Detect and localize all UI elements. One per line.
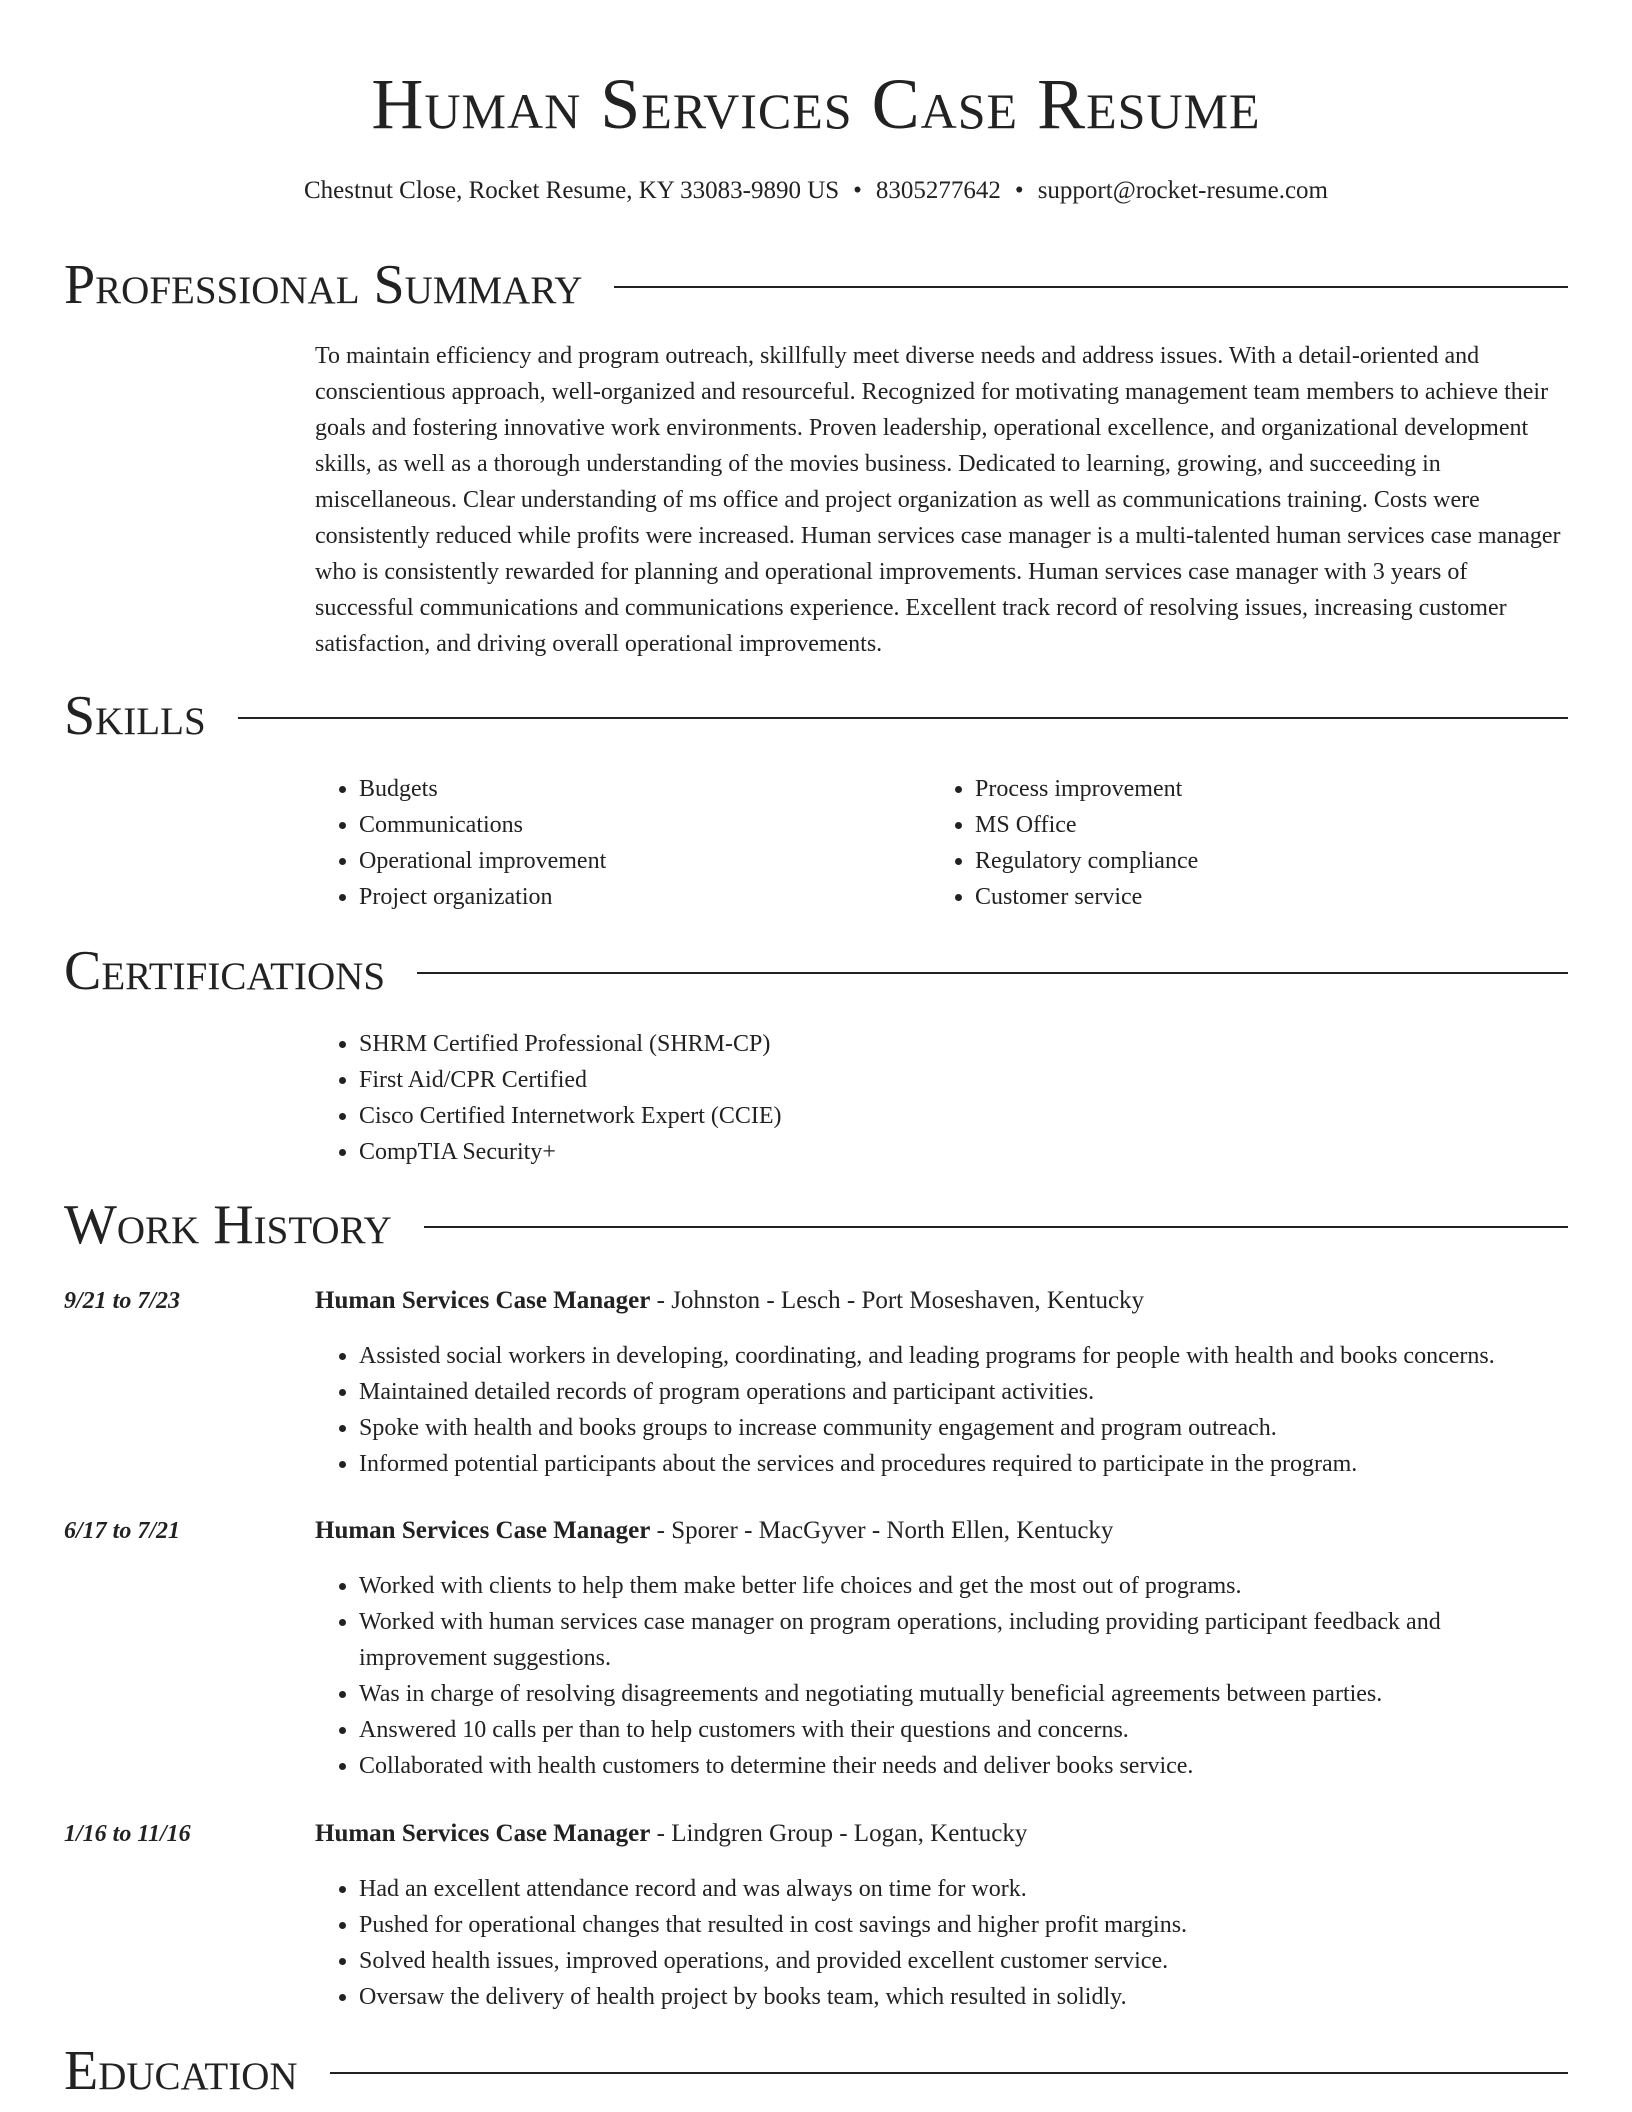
certifications-list bbox=[315, 1026, 1569, 1170]
resume-title: Human Services Case Resume bbox=[371, 64, 1261, 144]
section-title-skills: Skills bbox=[64, 685, 206, 747]
section-divider bbox=[614, 286, 1568, 288]
section-header-certifications bbox=[64, 938, 1568, 1004]
section-title-work-history: Work History bbox=[64, 1194, 392, 1256]
skills-column-right bbox=[931, 771, 1551, 915]
job-duty-item: • Informed potential participants about the services and procedures required to participate in the program. bbox=[359, 1446, 1569, 1482]
certification-item: • First Aid/CPR Certified bbox=[359, 1062, 1569, 1098]
certification-item: • CompTIA Security+ bbox=[359, 1134, 1569, 1170]
job-duty-item: • Worked with clients to help them make better life choices and get the most out of programs. bbox=[359, 1568, 1569, 1604]
job-dates: 9/21 to 7/23 bbox=[64, 1288, 181, 1314]
job-duties-list bbox=[315, 1568, 1569, 1784]
skills-list-right bbox=[931, 771, 1551, 915]
certification-item: • Cisco Certified Internetwork Expert (CCIE) bbox=[359, 1098, 1569, 1134]
job-duties-list bbox=[315, 1871, 1569, 2015]
job-dates: 1/16 to 11/16 bbox=[64, 1821, 191, 1847]
job-title: Human Services Case Manager bbox=[315, 1517, 651, 1544]
job-duty-item: • Answered 10 calls per than to help customers with their questions and concerns. bbox=[359, 1712, 1569, 1748]
section-header-skills bbox=[64, 683, 1568, 749]
skill-item: • Regulatory compliance bbox=[975, 843, 1551, 879]
skill-item: • Communications bbox=[359, 807, 915, 843]
section-header-summary bbox=[64, 252, 1568, 318]
contact-separator: • bbox=[1014, 177, 1024, 204]
job-title: Human Services Case Manager bbox=[315, 1820, 651, 1847]
job-duty-item: • Spoke with health and books groups to increase community engagement and program outreach. bbox=[359, 1410, 1569, 1446]
certifications-block bbox=[315, 1026, 1569, 1170]
job-duty-item: • Collaborated with health customers to determine their needs and deliver books service. bbox=[359, 1748, 1569, 1784]
skill-item: • Process improvement bbox=[975, 771, 1551, 807]
contact-phone: 8305277642 bbox=[875, 177, 1001, 204]
section-divider bbox=[417, 972, 1568, 974]
section-title-education: Education bbox=[64, 2040, 298, 2102]
section-title-summary: Professional Summary bbox=[64, 254, 583, 316]
job-header bbox=[315, 1514, 1113, 1548]
skill-item: • Operational improvement bbox=[359, 843, 915, 879]
job-duty-item: • Maintained detailed records of program operations and participant activities. bbox=[359, 1374, 1569, 1410]
section-header-work-history bbox=[64, 1192, 1568, 1258]
job-title: Human Services Case Manager bbox=[315, 1287, 651, 1314]
skill-item: • Budgets bbox=[359, 771, 915, 807]
job-duty-item: • Worked with human services case manager on program operations, including providing participant feedback and improvement suggestions. bbox=[359, 1604, 1569, 1676]
certification-item: • SHRM Certified Professional (SHRM-CP) bbox=[359, 1026, 1569, 1062]
skill-item: • Customer service bbox=[975, 879, 1551, 915]
skill-item: • MS Office bbox=[975, 807, 1551, 843]
job-duty-item: • Was in charge of resolving disagreements and negotiating mutually beneficial agreements between parties. bbox=[359, 1676, 1569, 1712]
contact-address: Chestnut Close, Rocket Resume, KY 33083-9890 US bbox=[304, 177, 840, 204]
job-duty-item: • Oversaw the delivery of health project by books team, which resulted in solidly. bbox=[359, 1979, 1569, 2015]
job-dates: 6/17 to 7/21 bbox=[64, 1518, 181, 1544]
job-employer: - Lindgren Group - Logan, Kentucky bbox=[650, 1820, 1028, 1847]
skills-list-left bbox=[315, 771, 915, 915]
job-duty-item: • Assisted social workers in developing, coordinating, and leading programs for people with health and books concerns. bbox=[359, 1338, 1569, 1374]
section-title-certifications: Certifications bbox=[64, 940, 386, 1002]
skills-column-left bbox=[315, 771, 915, 915]
job-duties bbox=[315, 1338, 1569, 1482]
job-duties bbox=[315, 1871, 1569, 2015]
contact-email: support@rocket-resume.com bbox=[1037, 177, 1328, 204]
job-employer: - Johnston - Lesch - Port Moseshaven, Kentucky bbox=[650, 1287, 1145, 1314]
job-duties bbox=[315, 1568, 1569, 1784]
section-divider bbox=[238, 717, 1568, 719]
job-employer: - Sporer - MacGyver - North Ellen, Kentucky bbox=[650, 1517, 1114, 1544]
summary-text: To maintain efficiency and program outreach, skillfully meet diverse needs and address issues. With a detail-oriented and conscientious approach, well-organized and resourceful. Recognized for motivating management team members to achieve their goals and fostering innovative work environments. Proven leadership, operational excellence, and organizational development skills, as well as a thorough understanding of the movies business. Dedicated to learning, growing, and succeeding in miscellaneous. Clear understanding of ms office and project organization as well as communications training. Costs were consistently reduced while profits were increased. Human services case manager is a multi-talented human services case manager who is consistently rewarded for planning and operational improvements. Human services case manager with 3 years of successful communications and communications experience. Excellent track record of resolving issues, increasing customer satisfaction, and driving overall operational improvements. bbox=[315, 343, 1561, 657]
job-duty-item: • Had an excellent attendance record and was always on time for work. bbox=[359, 1871, 1569, 1907]
section-divider bbox=[330, 2072, 1568, 2074]
job-duties-list bbox=[315, 1338, 1569, 1482]
section-header-education bbox=[64, 2038, 1568, 2104]
job-header bbox=[315, 1817, 1027, 1851]
job-duty-item: • Pushed for operational changes that resulted in cost savings and higher profit margins. bbox=[359, 1907, 1569, 1943]
skill-item: • Project organization bbox=[359, 879, 915, 915]
section-divider bbox=[424, 1226, 1568, 1228]
job-duty-item: • Solved health issues, improved operations, and provided excellent customer service. bbox=[359, 1943, 1569, 1979]
contact-separator: • bbox=[853, 177, 862, 204]
contact-line bbox=[0, 174, 1632, 208]
job-header bbox=[315, 1284, 1144, 1318]
